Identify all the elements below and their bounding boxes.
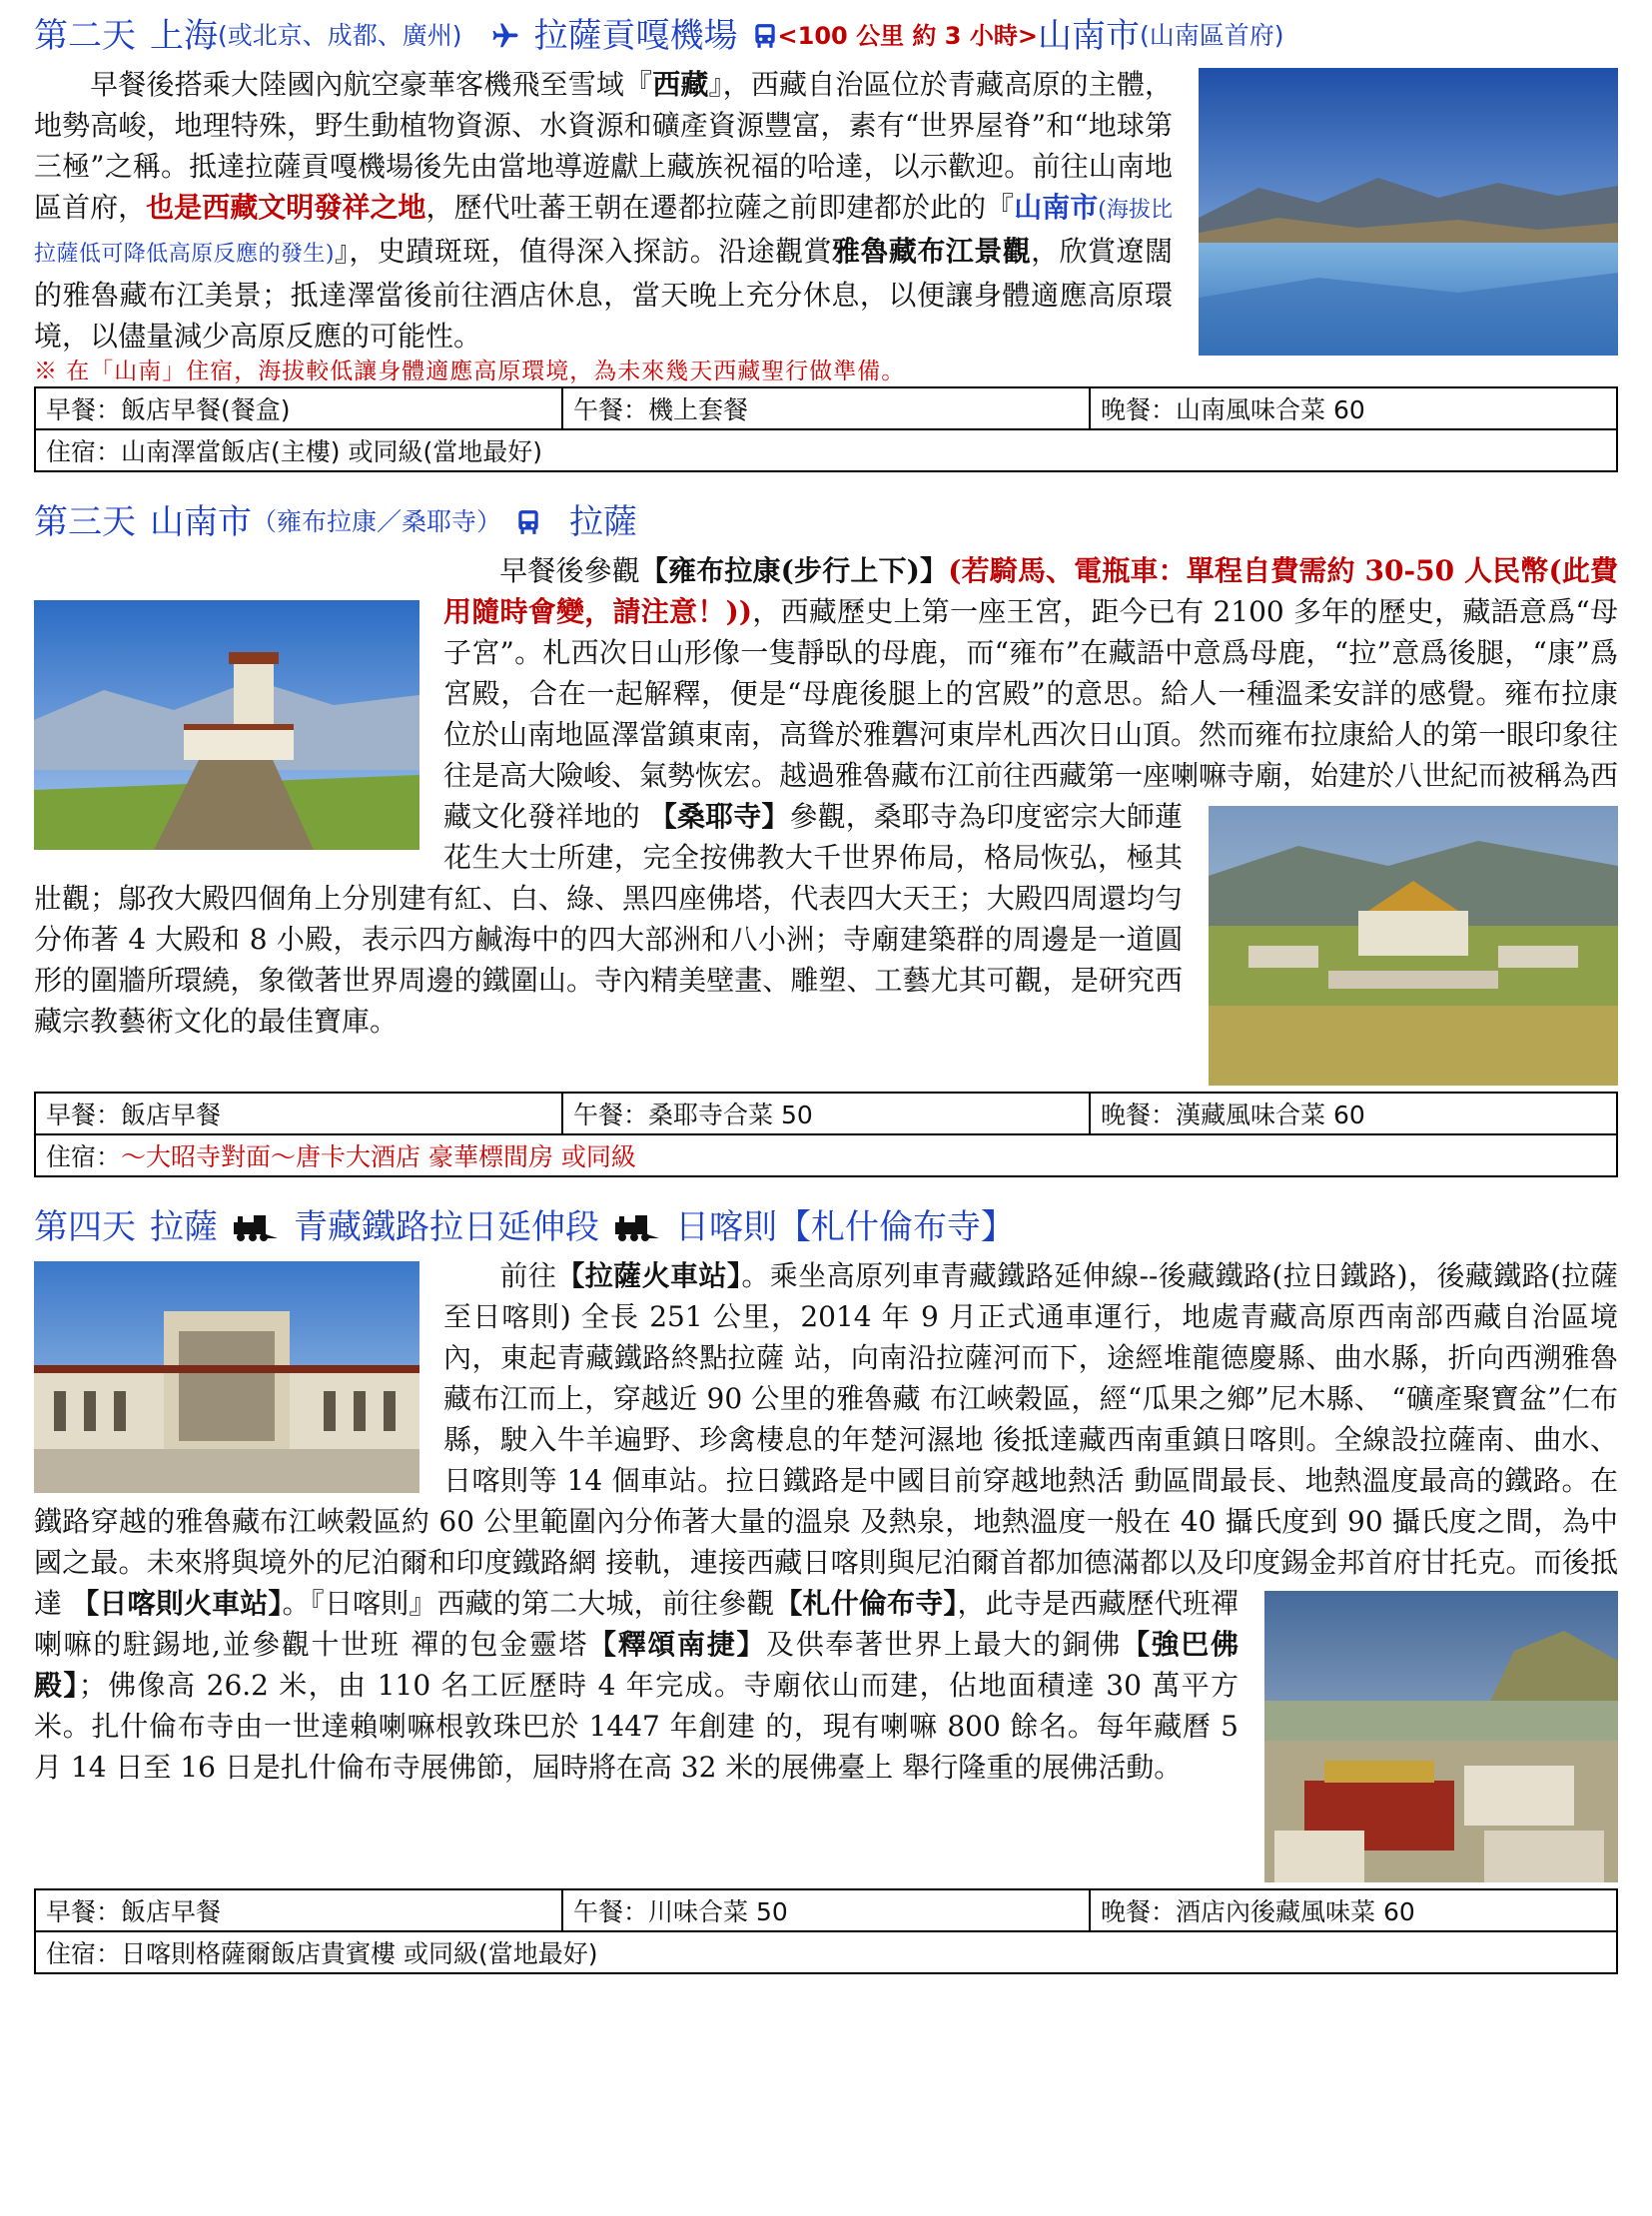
train-icon [613, 1212, 661, 1242]
day4-railway: 青藏鐵路拉日延伸段 [294, 1207, 599, 1247]
day4-origin: 拉薩 [150, 1207, 218, 1247]
day3-hotel-name: ～大昭寺對面～唐卡大酒店 豪華標間房 或同級 [121, 1142, 636, 1171]
day2-note: ※ 在「山南」住宿，海拔較低讓身體適應高原環境，為未來幾天西藏聖行做準備。 [34, 359, 906, 384]
samye-monastery-photo [1209, 806, 1618, 1086]
train-icon [232, 1212, 280, 1242]
day2-label: 第二天 [34, 16, 136, 56]
day2-transit-info: <100 公里 約 3 小時> [777, 22, 1038, 50]
day3-origin: 山南市 [150, 502, 252, 542]
day4-text-shigatse-station: 【日喀則火車站】 [71, 1587, 283, 1620]
day4-text-stupa: 【釋頌南捷】 [588, 1628, 767, 1661]
day2-origin-note: (或北京、成都、廣州) [218, 21, 462, 50]
day2-arrival: 山南市 [1037, 16, 1140, 56]
day4-text-5: 及供奉著世界上最大的銅佛 [766, 1628, 1122, 1661]
day4-destination: 日喀則【札什倫布寺】 [675, 1207, 1015, 1247]
day2-text-shannan: 山南市 [1014, 191, 1099, 224]
day4-text-6: ；佛像高 26.2 米，由 110 名工匠歷時 4 年完成。寺廟依山而建，佔地面積達 30 萬平方米。扎什倫布寺由一世達賴喇嘛根敦珠巴於 1447 年創建 的，現有喇嘛 800 餘名。每年藏曆 5 月 14 日至 16 日是扎什倫布寺展佛節，屆時將在高 32 米的展佛臺上 舉行隆重的展佛活動。 [34, 1669, 1239, 1784]
day4-heading [34, 1199, 1618, 1255]
day3-origin-note: （雍布拉康／桑耶寺） [252, 507, 502, 536]
day2-text-1: 早餐後搭乘大陸國內航空豪華客機飛至雪域『 [90, 68, 653, 101]
day4-text-4: ，此寺是西藏歷代班禪喇嘛的駐錫地,並參觀十世班 禪的包金靈塔 [34, 1587, 1239, 1661]
yarlung-river-photo [1199, 68, 1618, 356]
day2-meal-table [34, 386, 1618, 472]
day3-text-fee-note: (若騎馬、電瓶車：單程自費需約 30-50 人民幣(此費用隨時會變，請注意！)) [443, 554, 1618, 628]
day4-text-3: 。『日喀則』西藏的第二大城，前往參觀 [282, 1587, 775, 1620]
bus-icon [515, 508, 541, 536]
day4-breakfast: 早餐：飯店早餐 [35, 1889, 562, 1931]
day2-text-2: 』，西藏自治區位於青藏高原的主體，地勢高峻，地理特殊，野生動植物資源、水資源和礦產資源豐富，素有“世界屋脊”和“地球第三極”之稱。抵達拉薩貢嘎機場後先由當地導遊獻上藏族祝福的哈達，以示歡迎。前往山南地區首府， [34, 68, 1173, 224]
day3-lunch: 午餐：桑耶寺合菜 50 [562, 1093, 1090, 1134]
day2-breakfast: 早餐：飯店早餐(餐盒) [35, 387, 562, 429]
day2-text-highlight: 也是西藏文明發祥之地 [146, 191, 426, 224]
day4-text-tashilhunpo: 【札什倫布寺】 [774, 1587, 958, 1620]
day3-hotel-label: 住宿： [46, 1142, 122, 1171]
day4-text-maitreya: 【強巴佛殿】 [34, 1628, 1239, 1702]
day3-hotel [35, 1134, 1617, 1176]
day3-text-2: ，西藏歷史上第一座王宮，距今已有 2100 多年的歷史，藏語意爲“母子宮”。札西次日山形像一隻靜臥的母鹿，而“雍布”在藏語中意爲母鹿，“拉”意爲後腿，“康”爲宮殿，合在一起解釋，便是“母鹿後腿上的宮殿”的意思。給人一種溫柔安詳的感覺。雍布拉康位於山南地區澤當鎮東南，高聳於雅礱河東岸札西次日山頂。然而雍布拉康給人的第一眼印象往往是高大險峻、氣勢恢宏。越過雅魯藏布江前往西藏第一座喇嘛寺廟，始建於八世紀而被稱為西藏文化發祥地的 [443, 595, 1619, 833]
day4-text-1: 前往 [499, 1259, 557, 1292]
day4-text-lhasa-station: 【拉薩火車站】 [556, 1259, 742, 1292]
lhasa-station-photo [34, 1261, 419, 1493]
day2-text-3: ，歷代吐蕃王朝在遷都拉薩之前即建都於此的『 [425, 191, 1015, 224]
day4-hotel: 住宿：日喀則格薩爾飯店貴賓樓 或同級(當地最好) [35, 1931, 1617, 1973]
day2-text-4: 』，史蹟斑斑，值得深入探訪。沿途觀賞 [334, 235, 832, 268]
day3-text-1: 早餐後參觀 [499, 554, 640, 587]
day3-dinner: 晚餐：漢藏風味合菜 60 [1090, 1093, 1617, 1134]
day2-arrival-note: (山南區首府) [1139, 21, 1284, 50]
day4-text-2: 。乘坐高原列車青藏鐵路延伸線--後藏鐵路(拉日鐵路)，後藏鐵路(拉薩至日喀則) 全長 251 公里，2014 年 9 月正式通車運行，地處青藏高原西南部西藏自治區境內，東起青藏鐵路終點拉薩 站，向南沿拉薩河而下，途經堆龍德慶縣、曲水縣，折向西溯雅魯藏布江而上，穿越近 90 公里的雅魯藏 布江峽穀區，經“瓜果之鄉”尼木縣、 “礦產聚寶盆”仁布縣，駛入牛羊遍野、珍禽棲息的年楚河濕地 後抵達藏西南重鎮日喀則。全線設拉薩南、曲水、日喀則等 14 個車站。拉日鐵路是中國目前穿越地熱活 動區間最長、地熱溫度最高的鐵路。在鐵路穿越的雅魯藏布江峽穀區約 60 公里範圍內分佈著大量的溫泉 及熱泉，地熱溫度一般在 40 攝氏度到 90 攝氏度之間，為中國之最。未來將與境外的尼泊爾和印度鐵路網 接軌，連接西藏日喀則與尼泊爾首都加德滿都以及印度錫金邦首府甘托克。而後抵達 [34, 1259, 1618, 1620]
day3-destination: 拉薩 [569, 502, 638, 542]
day2-hotel: 住宿：山南澤當飯店(主樓) 或同級(當地最好) [35, 429, 1617, 471]
yumbulagang-photo [34, 600, 419, 850]
day2-text-yarlung: 雅魯藏布江景觀 [832, 235, 1032, 268]
itinerary-page [34, 8, 1618, 1974]
day4-lunch: 午餐：川味合菜 50 [562, 1889, 1090, 1931]
tashilhunpo-photo [1264, 1591, 1618, 1882]
day4-dinner: 晚餐：酒店內後藏風味菜 60 [1090, 1889, 1617, 1931]
day2-heading [34, 8, 1618, 64]
day2-origin: 上海 [150, 16, 218, 56]
day3-label: 第三天 [34, 502, 136, 542]
day3-text-yumbulagang: 【雍布拉康(步行上下)】 [639, 554, 949, 587]
day4-meal-table [34, 1888, 1618, 1974]
day3-text-samye: 【桑耶寺】 [648, 800, 790, 833]
day4-label: 第四天 [34, 1207, 136, 1247]
airplane-icon [490, 21, 520, 51]
day3-text-3: 參觀，桑耶寺為印度密宗大師蓮花生大士所建，完全按佛教大千世界佈局，格局恢弘，極其壯觀；鄔孜大殿四個角上分別建有紅、白、綠、黑四座佛塔，代表四大天王；大殿四周還均勻分佈著 4 大殿和 8 小殿，表示四方鹹海中的四大部洲和八小洲；寺廟建築群的周邊是一道圓形的圍牆所環繞，象徵著世界周邊的鐵圍山。寺內精美壁畫、雕塑、工藝尤其可觀，是研究西藏宗教藝術文化的最佳寶庫。 [34, 800, 1183, 1038]
day2-lunch: 午餐：機上套餐 [562, 387, 1090, 429]
day2-destination: 拉薩貢嘎機場 [533, 16, 738, 56]
day3-breakfast: 早餐：飯店早餐 [35, 1093, 562, 1134]
day2-text-tibet: 西藏 [652, 68, 709, 101]
day2-dinner: 晚餐：山南風味合菜 60 [1090, 387, 1617, 429]
bus-icon [752, 22, 778, 50]
day2-text-altitude-note: (海拔比拉薩低可降低高原反應的發生) [34, 198, 1173, 267]
day3-meal-table [34, 1092, 1618, 1177]
day3-heading [34, 494, 1618, 550]
day2-text-5: ，欣賞遼闊的雅魯藏布江美景；抵達澤當後前往酒店休息，當天晚上充分休息，以便讓身體適應高原環境，以儘量減少高原反應的可能性。 [34, 235, 1173, 353]
